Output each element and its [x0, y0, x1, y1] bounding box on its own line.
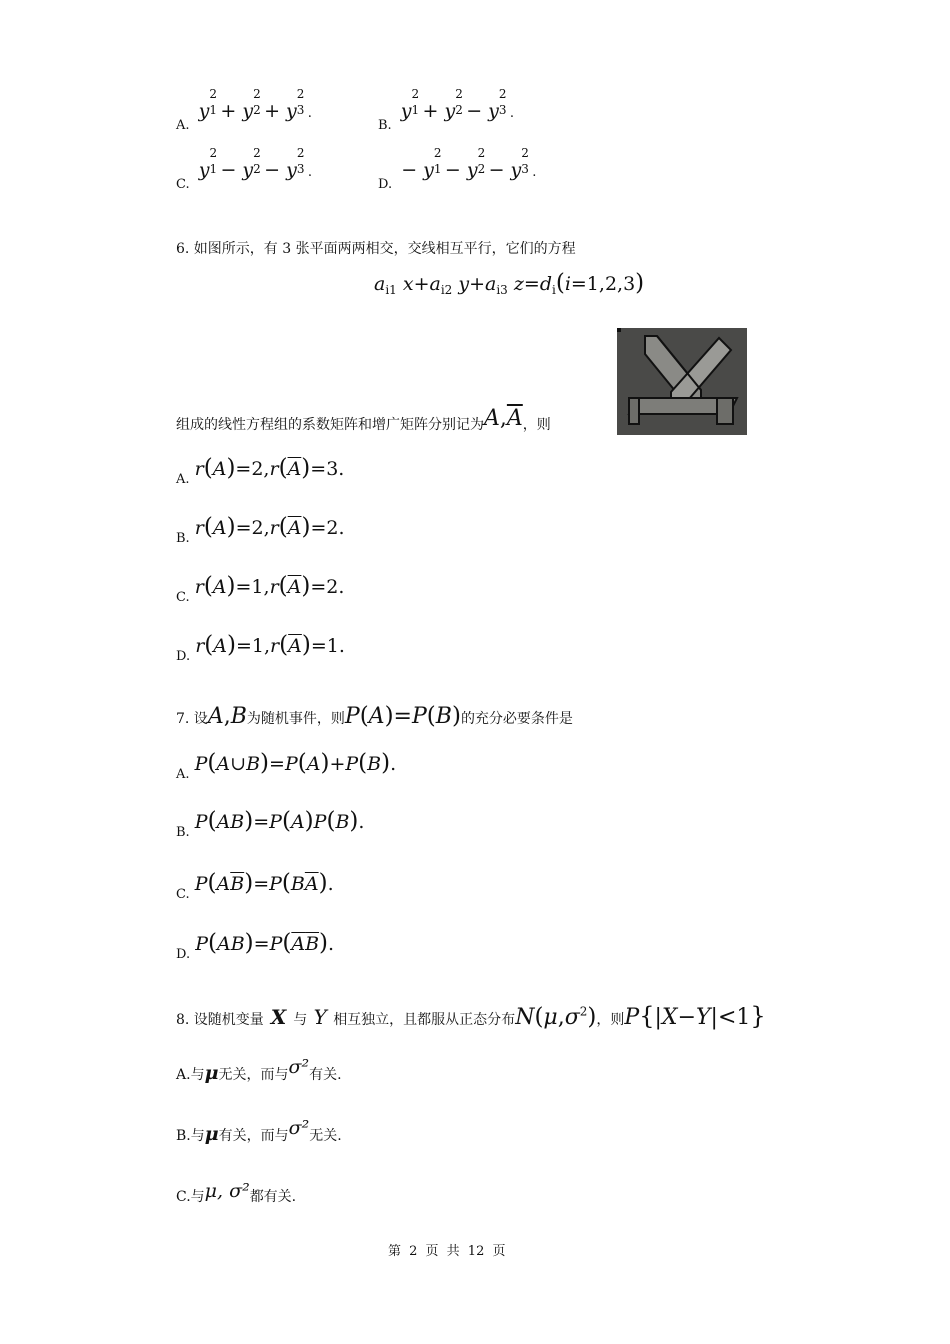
q8-stem-num: 8. 设随机变量 — [176, 1012, 264, 1028]
q7-option-b-math: P(AB)=P(A)P(B). — [194, 808, 365, 834]
q7-option-a — [176, 750, 397, 784]
q5-option-c-label: C. — [176, 177, 190, 192]
q5-option-a — [176, 87, 312, 134]
planes-figure-drawing — [617, 328, 747, 435]
q5-option-a-math: y 2 1 + y 2 2 + y 2 3 . — [198, 87, 312, 122]
q8-option-a-sym2: σ² — [288, 1056, 310, 1078]
q6-option-a-math: $r(A)=2,r(\overline{A})=3$. — [194, 455, 345, 481]
q8-option-c-sym1: μ, σ² — [204, 1180, 250, 1202]
q8-option-c-pre: 与 — [190, 1189, 205, 1205]
q7-option-d — [176, 930, 335, 964]
q6-option-b — [176, 514, 345, 548]
q7-option-c-label: C. — [176, 887, 190, 902]
q7-option-c — [176, 870, 334, 904]
q5-option-b-label: B. — [378, 118, 392, 133]
q6-option-b-math: $r(A)=2,r(\overline{A})=2$. — [194, 514, 345, 540]
q6-option-a — [176, 455, 345, 489]
q6-option-b-label: B. — [176, 531, 190, 546]
q6-stem2-math: $A,\overline{A}$ — [484, 406, 523, 431]
q5-option-c-math: y 2 1 − y 2 2 − y 2 3 . — [198, 146, 312, 181]
q5-option-b — [378, 87, 515, 134]
q8-option-c — [176, 1180, 297, 1206]
q7-stem-math1: A,B — [207, 704, 247, 729]
q7-stem — [176, 703, 573, 729]
q8-stem-x: X — [263, 1005, 294, 1029]
q6-option-c — [176, 573, 345, 607]
q8-stem-prob: P{|X−Y|<1} — [624, 1002, 766, 1030]
q8-option-a-label: A. — [176, 1067, 191, 1083]
q7-stem-num: 7. 设 — [176, 711, 208, 727]
q8-stem — [176, 1002, 766, 1030]
q7-option-c-math: $P(A\overline{B})=P(B\overline{A})$. — [194, 870, 334, 896]
q7-option-b-label: B. — [176, 825, 190, 840]
q5-option-d-label: D. — [378, 177, 393, 192]
q7-option-b — [176, 808, 365, 842]
q8-stem-y: Y — [307, 1005, 334, 1029]
q6-stem2-text: 组成的线性方程组的系数矩阵和增广矩阵分别记为 — [176, 417, 484, 433]
q8-option-b-end: 无关. — [309, 1128, 342, 1144]
q8-option-b — [176, 1117, 342, 1145]
q6-stem: 6. 如图所示，有 3 张平面两两相交，交线相互平行，它们的方程 — [176, 241, 576, 257]
q8-option-b-pre: 与 — [190, 1128, 205, 1144]
q6-option-c-label: C. — [176, 590, 190, 605]
q8-stem-and: 与 — [293, 1012, 308, 1028]
q6-option-d — [176, 632, 345, 666]
q8-option-b-mid: 有关，而与 — [218, 1128, 289, 1144]
q8-option-b-sym1: μ — [204, 1123, 219, 1145]
q5-option-b-math: y 2 1 + y 2 2 − y 2 3 . — [400, 87, 515, 122]
q8-stem-then: ，则 — [596, 1012, 625, 1028]
q8-option-b-sym2: σ² — [288, 1117, 310, 1139]
q8-stem-dist: $N(\mu,\sigma^2)$ — [515, 1004, 597, 1030]
q8-option-a-pre: 与 — [190, 1067, 205, 1083]
q7-option-a-label: A. — [176, 767, 190, 782]
q7-option-d-math: $P(AB)=P(\overline{A}\overline{B})$. — [195, 930, 335, 956]
q7-option-a-math: P(A∪B)=P(A)+P(B). — [194, 750, 397, 776]
q8-option-a-mid: 无关，而与 — [218, 1067, 289, 1083]
q8-option-a — [176, 1056, 342, 1084]
q8-option-b-label: B. — [176, 1128, 191, 1144]
q5-option-d-math: − y 2 1 − y 2 2 − y 2 3 . — [401, 146, 537, 181]
q7-stem-mid: 为随机事件，则 — [246, 711, 345, 727]
q8-option-a-end: 有关. — [309, 1067, 342, 1083]
q6-stem2-end: ，则 — [522, 417, 551, 433]
q6-option-a-label: A. — [176, 472, 190, 487]
q5-option-a-label: A. — [176, 118, 190, 133]
q7-stem-math2: P(A)=P(B) — [344, 703, 461, 729]
planes-figure — [617, 328, 747, 435]
q8-option-c-end: 都有关. — [249, 1189, 297, 1205]
q8-option-a-sym1: μ — [204, 1062, 219, 1084]
q8-option-c-label: C. — [176, 1189, 191, 1205]
q6-stem-line2 — [176, 406, 551, 435]
q5-option-c — [176, 146, 312, 193]
q5-option-d — [378, 146, 537, 193]
q7-option-d-label: D. — [176, 947, 191, 962]
q7-stem-end: 的充分必要条件是 — [460, 711, 573, 727]
q6-equation: $a_{i1}$ $x+a_{i2}$ $y+a_{i3}$ $z=d_i(i=1,2,3)$ — [374, 270, 645, 297]
q8-stem-mid: 相互独立，且都服从正态分布 — [333, 1012, 516, 1028]
q6-option-c-math: $r(A)=1,r(\overline{A})=2$. — [194, 573, 345, 599]
q6-option-d-math: $r(A)=1,r(\overline{A})=1$. — [195, 632, 345, 658]
q6-option-d-label: D. — [176, 649, 191, 664]
page-footer: 第 2 页 共 12 页 — [388, 1244, 506, 1259]
